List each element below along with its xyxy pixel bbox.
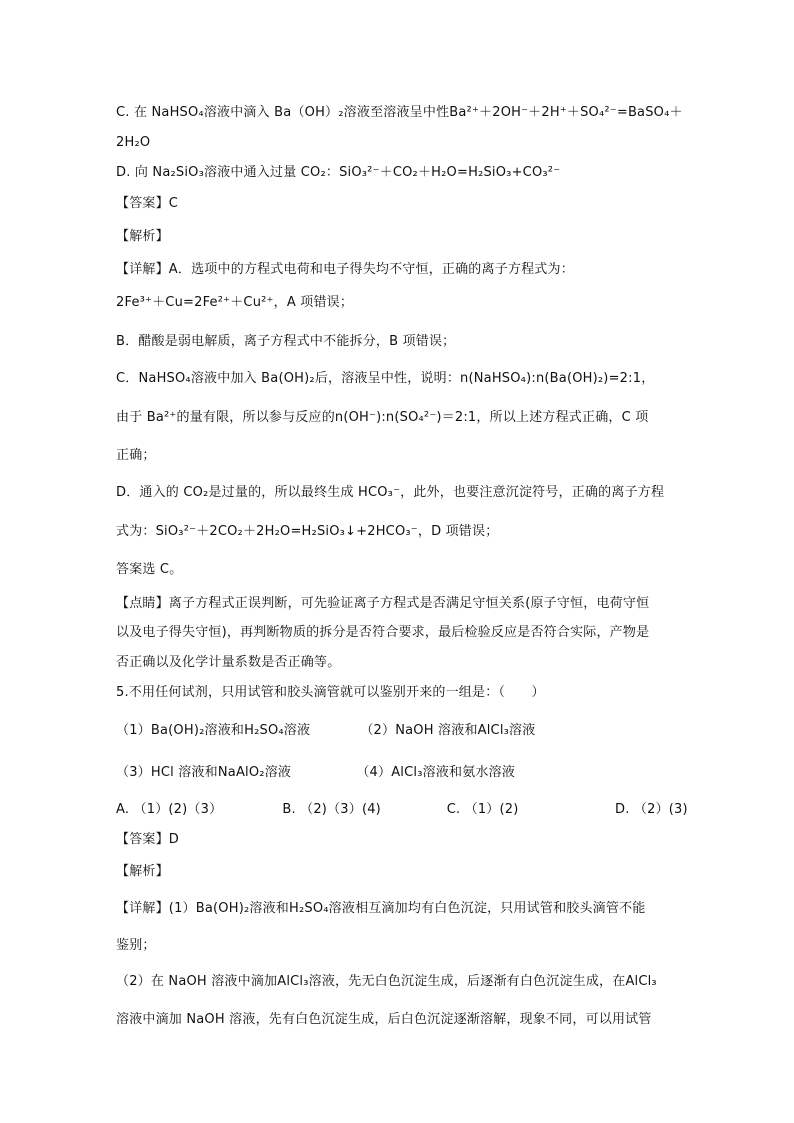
detail-d-line1: D．通入的 CO₂是过量的，所以最终生成 HCO₃⁻，此外，也要注意沉淀符号，正确的离子方程 xyxy=(116,485,665,500)
tip-line3: 否正确以及化学计量系数是否正确等。 xyxy=(116,655,341,670)
detail-c-line3: 正确； xyxy=(116,448,156,463)
question-5-stem: 5.不用任何试剂，只用试管和胶头滴管就可以鉴别开来的一组是：（ ） xyxy=(116,685,545,700)
q5-items-row2 xyxy=(116,763,716,783)
q5-option-c: C. （1）(2) xyxy=(446,802,519,817)
q5-detail2-line1: （2）在 NaOH 溶液中滴加AlCl₃溶液，先无白色沉淀生成，后逐渐有白色沉淀生成，在AlCl₃ xyxy=(116,974,657,989)
answer-q4: 【答案】C xyxy=(116,196,179,211)
answer-choice: 答案选 C。 xyxy=(116,562,183,577)
q5-detail1-line2: 鉴别； xyxy=(116,938,156,953)
q5-item-4: （4）AlCl₃溶液和氨水溶液 xyxy=(356,765,516,780)
q5-items-row1 xyxy=(116,721,716,741)
q5-options-row xyxy=(116,800,716,820)
detail-d-line2: 式为：SiO₃²⁻＋2CO₂＋2H₂O=H₂SiO₃↓+2HCO₃⁻，D 项错误； xyxy=(116,524,499,539)
detail-b: B．醋酸是弱电解质，离子方程式中不能拆分，B 项错误； xyxy=(116,334,456,349)
q5-detail1-line1: 【详解】(1）Ba(OH)₂溶液和H₂SO₄溶液相互滴加均有白色沉淀，只用试管和胶头滴管不能 xyxy=(116,901,646,916)
analysis-heading-q4: 【解析】 xyxy=(116,229,169,244)
option-c-line1: C. 在 NaHSO₄溶液中滴入 Ba（OH）₂溶液至溶液呈中性Ba²⁺＋2OH⁻＋2H⁺＋SO₄²⁻=BaSO₄＋ xyxy=(116,105,683,120)
q5-option-a: A. （1）(2)（3） xyxy=(116,802,223,817)
q5-detail2-line2: 溶液中滴加 NaOH 溶液，先有白色沉淀生成，后白色沉淀逐渐溶解，现象不同，可以用试管 xyxy=(116,1012,652,1027)
analysis-heading-q5: 【解析】 xyxy=(116,864,169,879)
q5-option-b: B. （2)（3）(4) xyxy=(282,802,381,817)
detail-a-line2: 2Fe³⁺＋Cu=2Fe²⁺＋Cu²⁺，A 项错误； xyxy=(116,295,354,310)
detail-a-line1: 【详解】A．选项中的方程式电荷和电子得失均不守恒，正确的离子方程式为： xyxy=(116,262,574,277)
q5-item-3: （3）HCl 溶液和NaAlO₂溶液 xyxy=(116,765,292,780)
option-c-line2: 2H₂O xyxy=(116,135,151,150)
q5-option-d: D. （2）(3) xyxy=(615,802,688,817)
tip-line1: 【点睛】离子方程式正误判断，可先验证离子方程式是否满足守恒关系(原子守恒，电荷守恒 xyxy=(116,596,650,611)
q5-item-2: （2）NaOH 溶液和AlCl₃溶液 xyxy=(360,723,536,738)
q5-item-1: （1）Ba(OH)₂溶液和H₂SO₄溶液 xyxy=(116,723,311,738)
answer-q5: 【答案】D xyxy=(116,832,180,847)
tip-line2: 以及电子得失守恒)，再判断物质的拆分是否符合要求，最后检验反应是否符合实际，产物是 xyxy=(116,625,650,640)
option-d: D. 向 Na₂SiO₃溶液中通入过量 CO₂：SiO₃²⁻＋CO₂＋H₂O=H₂SiO₃+CO₃²⁻ xyxy=(116,165,561,180)
detail-c-line1: C．NaHSO₄溶液中加入 Ba(OH)₂后，溶液呈中性，说明：n(NaHSO₄):n(Ba(OH)₂)=2:1， xyxy=(116,371,655,386)
detail-c-line2: 由于 Ba²⁺的量有限，所以参与反应的n(OH⁻):n(SO₄²⁻)＝2:1，所以上述方程式正确，C 项 xyxy=(116,410,649,425)
